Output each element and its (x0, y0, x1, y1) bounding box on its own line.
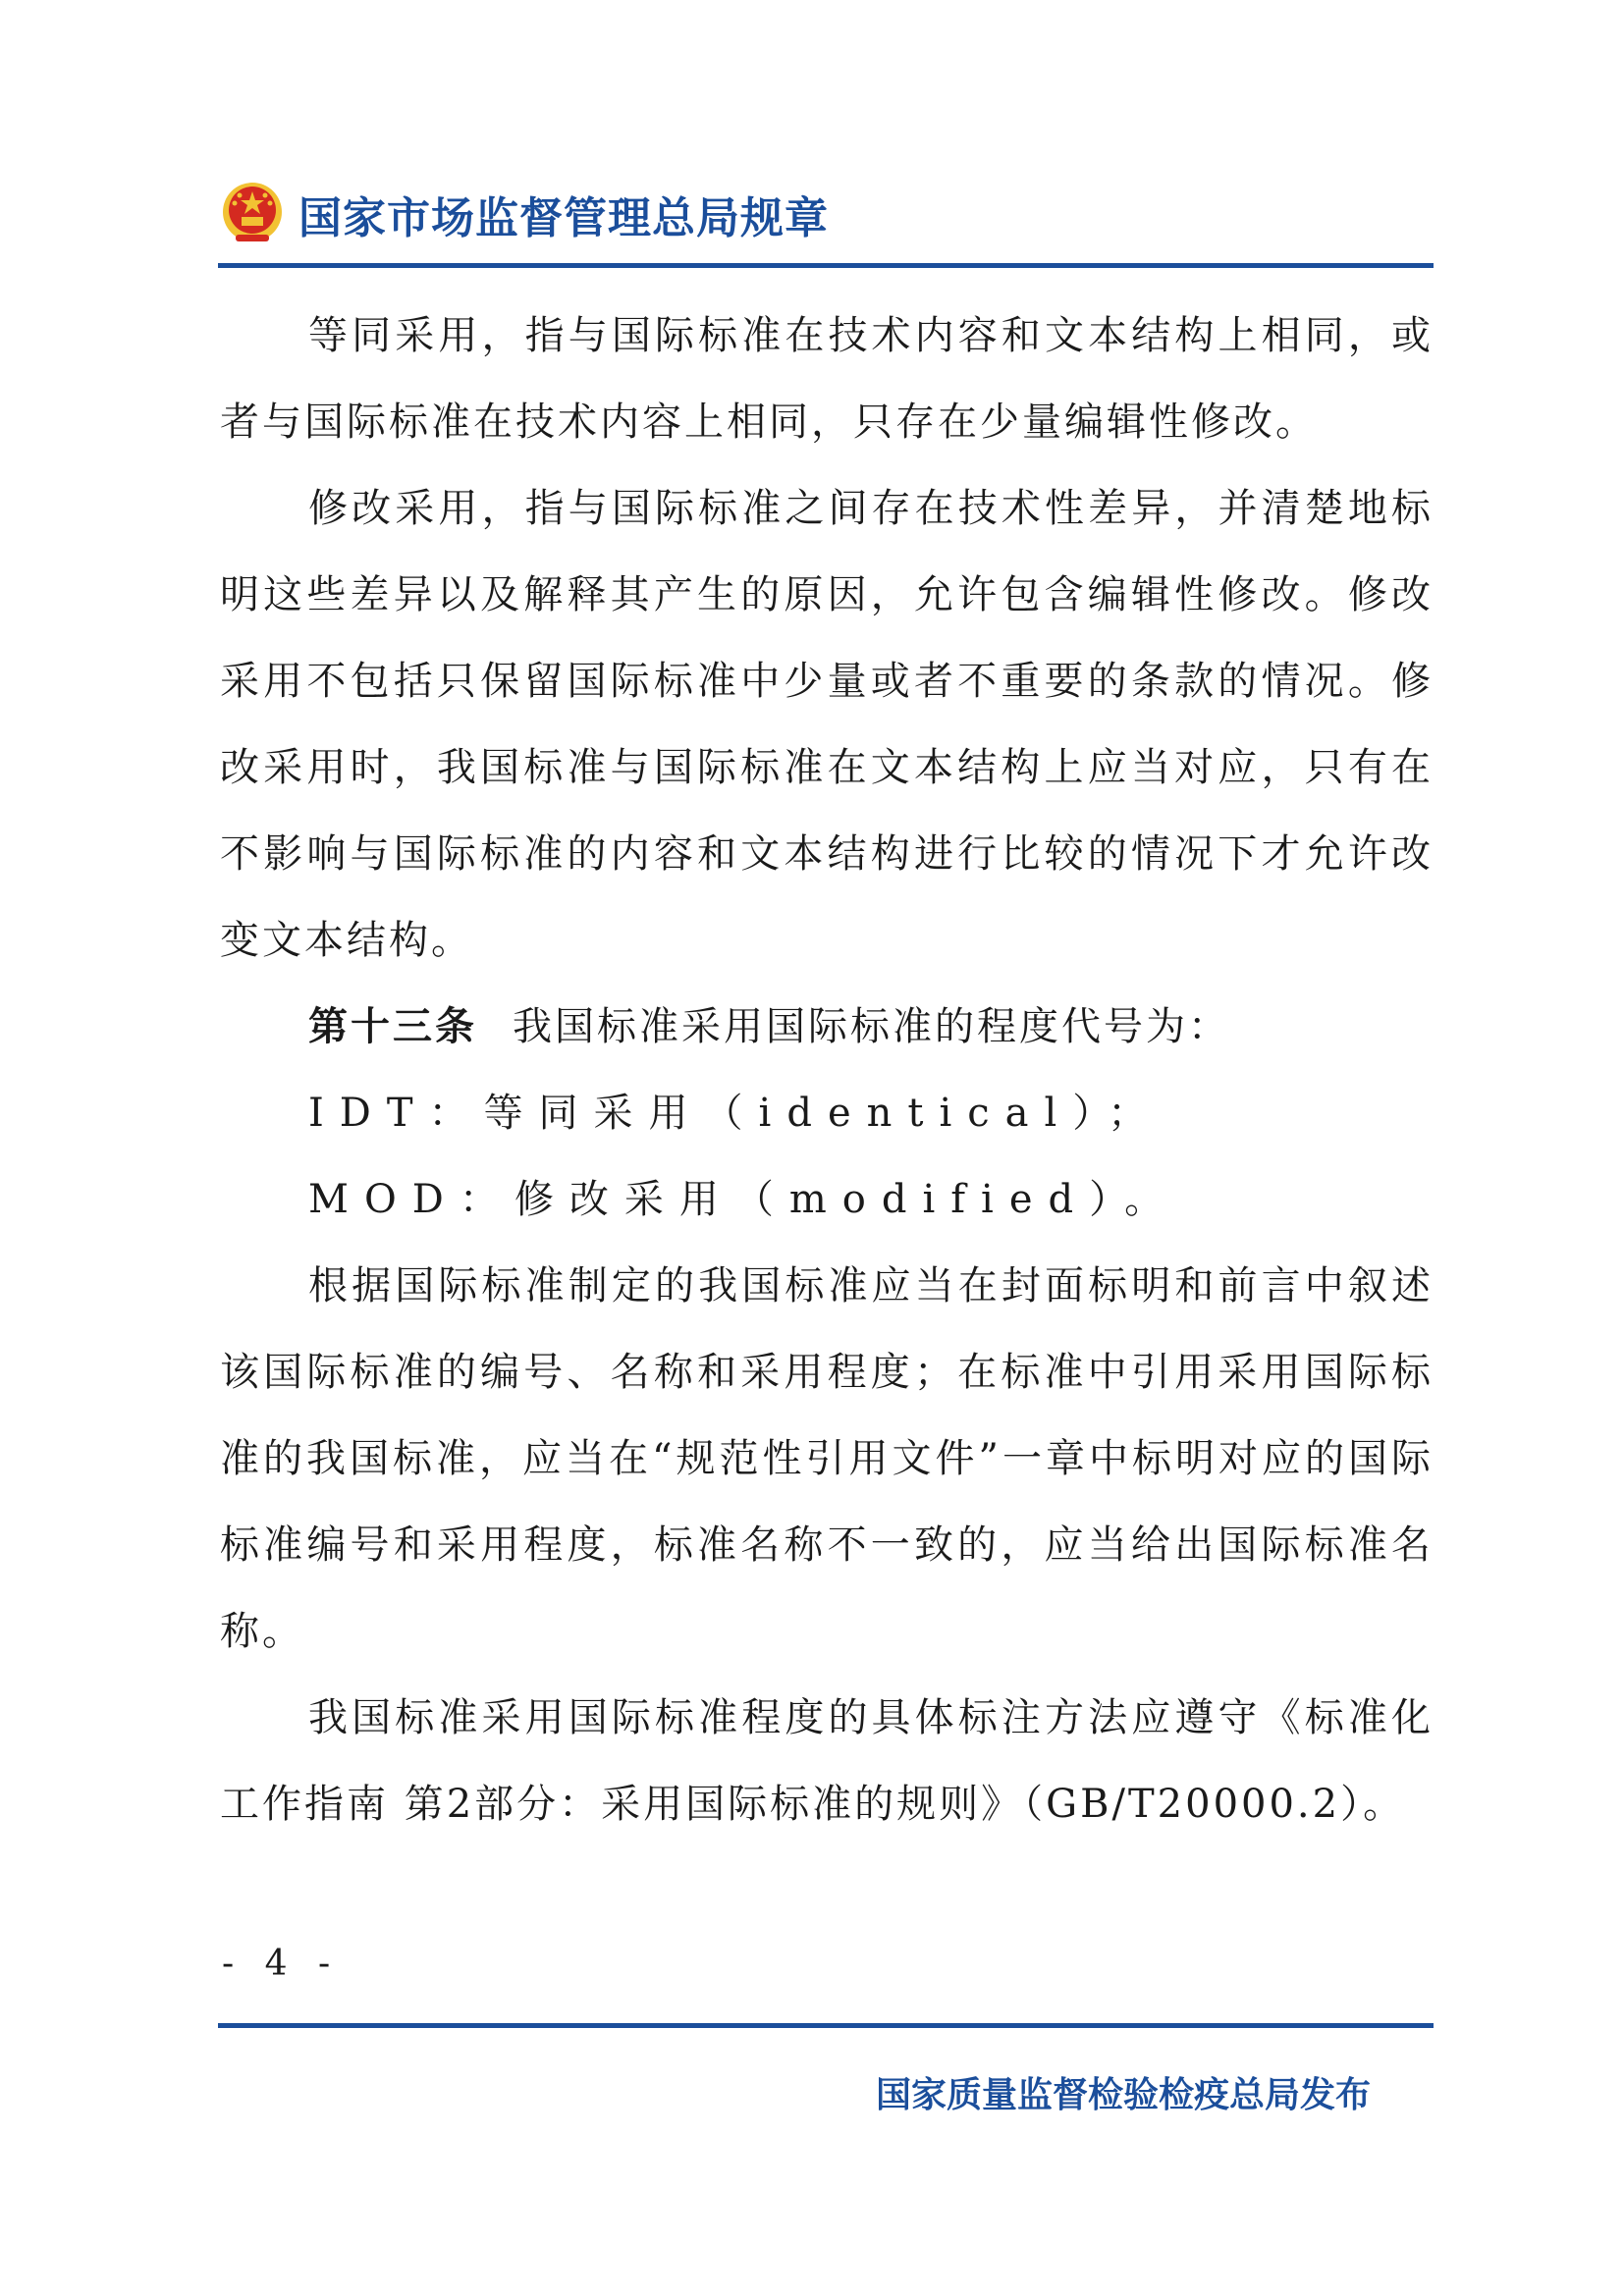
national-emblem-icon (218, 180, 287, 248)
mod-code: MOD： (308, 1177, 514, 1222)
idt-text: 等同采用（identical）； (483, 1091, 1164, 1136)
paragraph-identical-adoption: 等同采用，指与国际标准在技术内容和文本结构上相同，或者与国际标准在技术内容上相同，只存在少量编辑性修改。 (220, 313, 1434, 445)
mod-text: 修改采用（modified）。 (514, 1177, 1180, 1222)
footer-publisher: 国家质量监督检验检疫总局发布 (875, 2075, 1371, 2115)
footer-divider (218, 2023, 1434, 2028)
idt-code: IDT： (308, 1091, 484, 1136)
page-header (218, 175, 829, 253)
header-divider (218, 263, 1434, 268)
mod-line (220, 1156, 1434, 1243)
idt-line (220, 1070, 1434, 1156)
article-13 (220, 984, 1434, 1070)
paragraph-marking: 根据国际标准制定的我国标准应当在封面标明和前言中叙述该国际标准的编号、名称和采用程度；在标准中引用采用国际标准的我国标准，应当在“规范性引用文件”一章中标明对应的国际标准编号和采用程度，标准名称不一致的，应当给出国际标准名称。 (220, 1263, 1434, 1654)
page-number: - 4 - (222, 1944, 341, 1984)
header-title: 国家市场监督管理总局规章 (298, 193, 829, 243)
article-text: 我国标准采用国际标准的程度代号为： (513, 1004, 1230, 1049)
paragraph-modified-adoption: 修改采用，指与国际标准之间存在技术性差异，并清楚地标明这些差异以及解释其产生的原因，允许包含编辑性修改。修改采用不包括只保留国际标准中少量或者不重要的条款的情况。修改采用时，我国标准与国际标准在文本结构上应当对应，只有在不影响与国际标准的内容和文本结构进行比较的情况下才允许改变文本结构。 (220, 486, 1434, 963)
document-body (220, 293, 1434, 1847)
paragraph-marking-method: 我国标准采用国际标准程度的具体标注方法应遵守《标准化工作指南 第2部分：采用国际标准的规则》（GB/T20000.2）。 (220, 1695, 1434, 1827)
article-heading: 第十三条 (308, 1004, 477, 1049)
